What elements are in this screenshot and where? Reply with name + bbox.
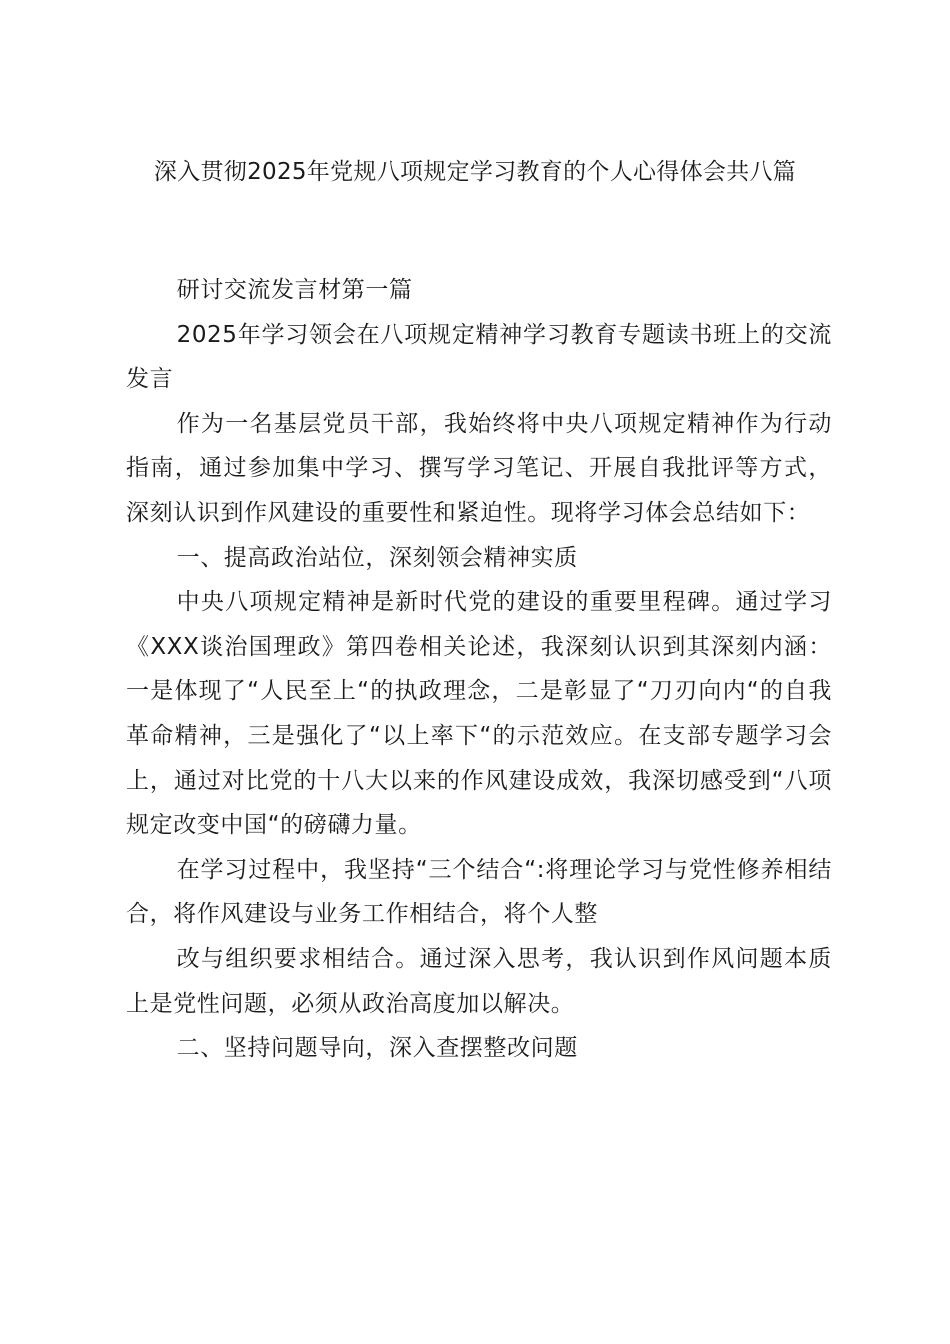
paragraph-body-1: 中央八项规定精神是新时代党的建设的重要里程碑。通过学习《XXX谈治国理政》第四卷相关论述，我深刻认识到其深刻内涵：一是体现了“人民至上“的执政理念，二是彰显了“刀刃向内“的自我革命精神，三是强化了“以上率下“的示范效应。在支部专题学习会上，通过对比党的十八大以来的作风建设成效，我深切感受到“八项规定改变中国“的磅礴力量。	[126, 589, 832, 839]
document-title: 深入贯彻2025年党规八项规定学习教育的个人心得体会共八篇	[153, 159, 797, 185]
section-heading-2: 二、坚持问题导向，深入查摆整改问题	[176, 1035, 578, 1062]
paragraph-body-2: 在学习过程中，我坚持“三个结合“:将理论学习与党性修养相结合，将作风建设与业务工作相结合，将个人整	[126, 856, 832, 928]
document-body	[126, 268, 832, 1071]
paragraph-subtitle: 研讨交流发言材第一篇	[176, 277, 413, 303]
paragraph-body-3: 改与组织要求相结合。通过深入思考，我认识到作风问题本质上是党性问题，必须从政治高度加以解决。	[126, 945, 832, 1017]
paragraph-intro: 作为一名基层党员干部，我始终将中央八项规定精神作为行动指南，通过参加集中学习、撰写学习笔记、开展自我批评等方式，深刻认识到作风建设的重要性和紧迫性。现将学习体会总结如下：	[126, 410, 832, 526]
section-heading-1: 一、提高政治站位，深刻领会精神实质	[176, 544, 578, 571]
paragraph-speech-title: 2025年学习领会在八项规定精神学习教育专题读书班上的交流发言	[126, 321, 832, 393]
